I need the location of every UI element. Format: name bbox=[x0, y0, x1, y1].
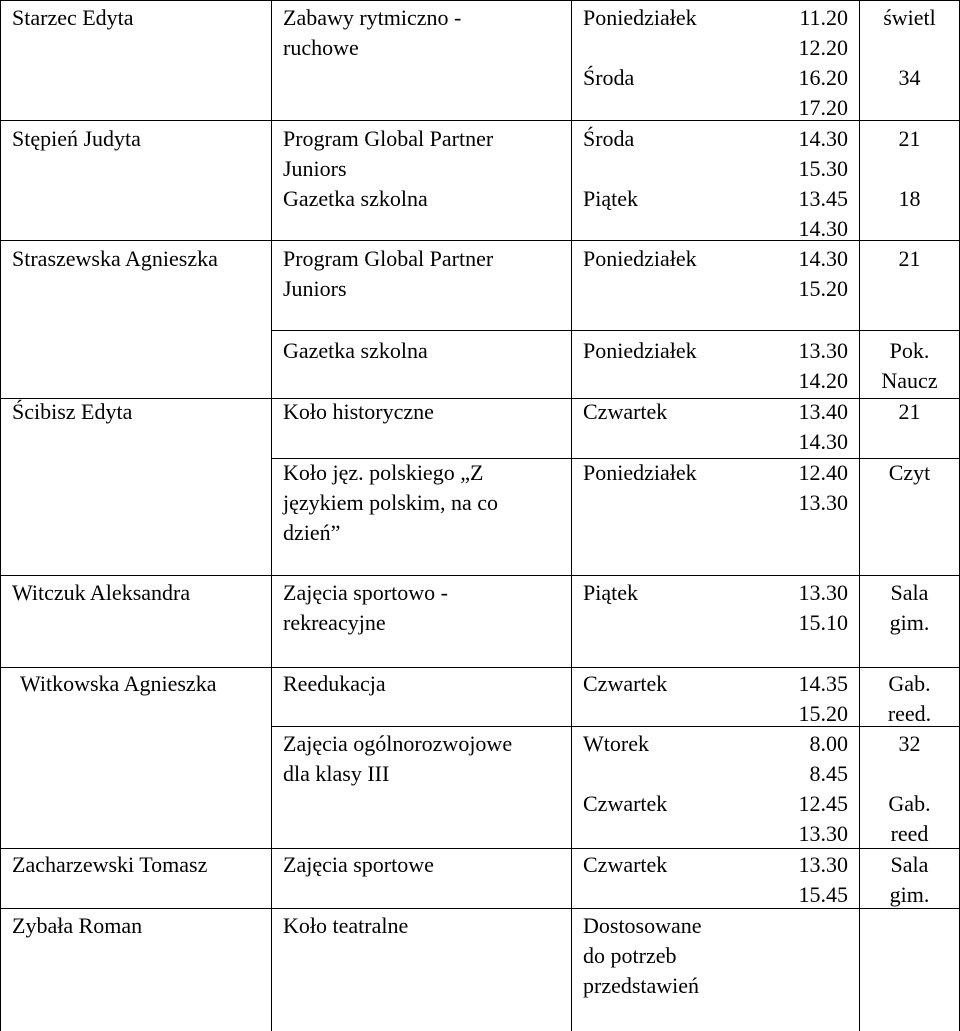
room: reed bbox=[890, 821, 929, 846]
room: 34 bbox=[898, 65, 921, 90]
border-top bbox=[0, 0, 960, 1]
day: Czwartek bbox=[583, 791, 668, 816]
day: Piątek bbox=[583, 580, 638, 605]
day: Środa bbox=[583, 126, 635, 151]
time-start: 16.20 bbox=[798, 65, 848, 90]
time-start: 11.20 bbox=[799, 5, 848, 30]
teacher-name: Zybała Roman bbox=[12, 913, 143, 938]
day: Poniedziałek bbox=[583, 338, 697, 363]
room: gim. bbox=[889, 882, 930, 907]
time-end: 8.45 bbox=[809, 761, 848, 786]
time-end: 14.30 bbox=[798, 429, 848, 454]
teacher-name: Straszewska Agnieszka bbox=[12, 246, 218, 271]
room: 21 bbox=[898, 126, 921, 151]
day: Czwartek bbox=[583, 399, 668, 424]
activity-name: Zajęcia sportowo - bbox=[283, 580, 448, 605]
day: Poniedziałek bbox=[583, 246, 697, 271]
activity-name: Zabawy rytmiczno - bbox=[283, 5, 462, 30]
room: 21 bbox=[898, 399, 921, 424]
activity-name: Gazetka szkolna bbox=[283, 338, 428, 363]
activity-name: dla klasy III bbox=[283, 761, 390, 786]
room: Czyt bbox=[888, 460, 931, 485]
room: Sala bbox=[890, 852, 929, 877]
activity-name: Koło historyczne bbox=[283, 399, 434, 424]
activity-name: Juniors bbox=[283, 276, 347, 301]
time-end: 17.20 bbox=[798, 95, 848, 120]
day: Poniedziałek bbox=[583, 460, 697, 485]
time-start: 13.30 bbox=[798, 580, 848, 605]
time-start: 12.45 bbox=[798, 791, 848, 816]
day: Czwartek bbox=[583, 852, 668, 877]
time-end: 15.30 bbox=[798, 156, 848, 181]
time-start: 12.40 bbox=[798, 460, 848, 485]
activity-name: Program Global Partner bbox=[283, 126, 494, 151]
activity-name: Zajęcia sportowe bbox=[283, 852, 434, 877]
time-end: 13.30 bbox=[798, 490, 848, 515]
col-divider bbox=[571, 0, 572, 1031]
border-left bbox=[0, 0, 1, 1031]
time-end: 15.20 bbox=[798, 276, 848, 301]
time-end: 14.20 bbox=[798, 368, 848, 393]
teacher-name: Zacharzewski Tomasz bbox=[12, 852, 208, 877]
activity-name: Juniors bbox=[283, 156, 347, 181]
room: 18 bbox=[898, 186, 921, 211]
time-start: 14.30 bbox=[798, 126, 848, 151]
teacher-name: Starzec Edyta bbox=[12, 5, 134, 30]
time-end: 15.45 bbox=[798, 882, 848, 907]
teacher-name: Witczuk Aleksandra bbox=[12, 580, 191, 605]
activity-name: Zajęcia ogólnorozwojowe bbox=[283, 731, 513, 756]
day: przedstawień bbox=[583, 973, 700, 998]
time-start: 14.35 bbox=[798, 671, 848, 696]
time-end: 12.20 bbox=[798, 35, 848, 60]
time-start: 14.30 bbox=[798, 246, 848, 271]
time-end: 14.30 bbox=[798, 216, 848, 241]
room: Gab. bbox=[888, 671, 931, 696]
room: Pok. bbox=[889, 338, 930, 363]
teacher-name: Stępień Judyta bbox=[12, 126, 141, 151]
day: Dostosowane bbox=[583, 913, 702, 938]
row-divider bbox=[0, 575, 960, 576]
time-start: 8.00 bbox=[809, 731, 848, 756]
col-divider bbox=[271, 0, 272, 1031]
teacher-name: Ścibisz Edyta bbox=[12, 399, 133, 424]
row-divider bbox=[0, 667, 960, 668]
activity-name: językiem polskim, na co bbox=[283, 490, 499, 515]
time-start: 13.30 bbox=[798, 338, 848, 363]
day: Piątek bbox=[583, 186, 638, 211]
room: świetl bbox=[883, 5, 936, 30]
activity-name: Program Global Partner bbox=[283, 246, 494, 271]
activity-name: Reedukacja bbox=[283, 671, 386, 696]
time-start: 13.30 bbox=[798, 852, 848, 877]
room: gim. bbox=[889, 610, 930, 635]
room: reed. bbox=[887, 701, 932, 726]
room: 32 bbox=[898, 731, 921, 756]
day: Środa bbox=[583, 65, 635, 90]
day: do potrzeb bbox=[583, 943, 677, 968]
activity-name: Gazetka szkolna bbox=[283, 186, 428, 211]
time-start: 13.40 bbox=[798, 399, 848, 424]
time-start: 13.45 bbox=[798, 186, 848, 211]
time-end: 15.10 bbox=[798, 610, 848, 635]
room: Gab. bbox=[888, 791, 931, 816]
day: Poniedziałek bbox=[583, 5, 697, 30]
day: Wtorek bbox=[583, 731, 649, 756]
activity-name: dzień” bbox=[283, 520, 341, 545]
teacher-name: Witkowska Agnieszka bbox=[20, 671, 217, 696]
time-end: 15.20 bbox=[798, 701, 848, 726]
sub-row-divider bbox=[271, 726, 960, 727]
day: Czwartek bbox=[583, 671, 668, 696]
activity-name: Koło jęz. polskiego „Z bbox=[283, 460, 484, 485]
activity-name: rekreacyjne bbox=[283, 610, 386, 635]
sub-row-divider bbox=[271, 330, 960, 331]
room: Naucz bbox=[881, 368, 938, 393]
time-end: 13.30 bbox=[798, 821, 848, 846]
room: 21 bbox=[898, 246, 921, 271]
activity-name: ruchowe bbox=[283, 35, 359, 60]
activity-name: Koło teatralne bbox=[283, 913, 409, 938]
room: Sala bbox=[890, 580, 929, 605]
